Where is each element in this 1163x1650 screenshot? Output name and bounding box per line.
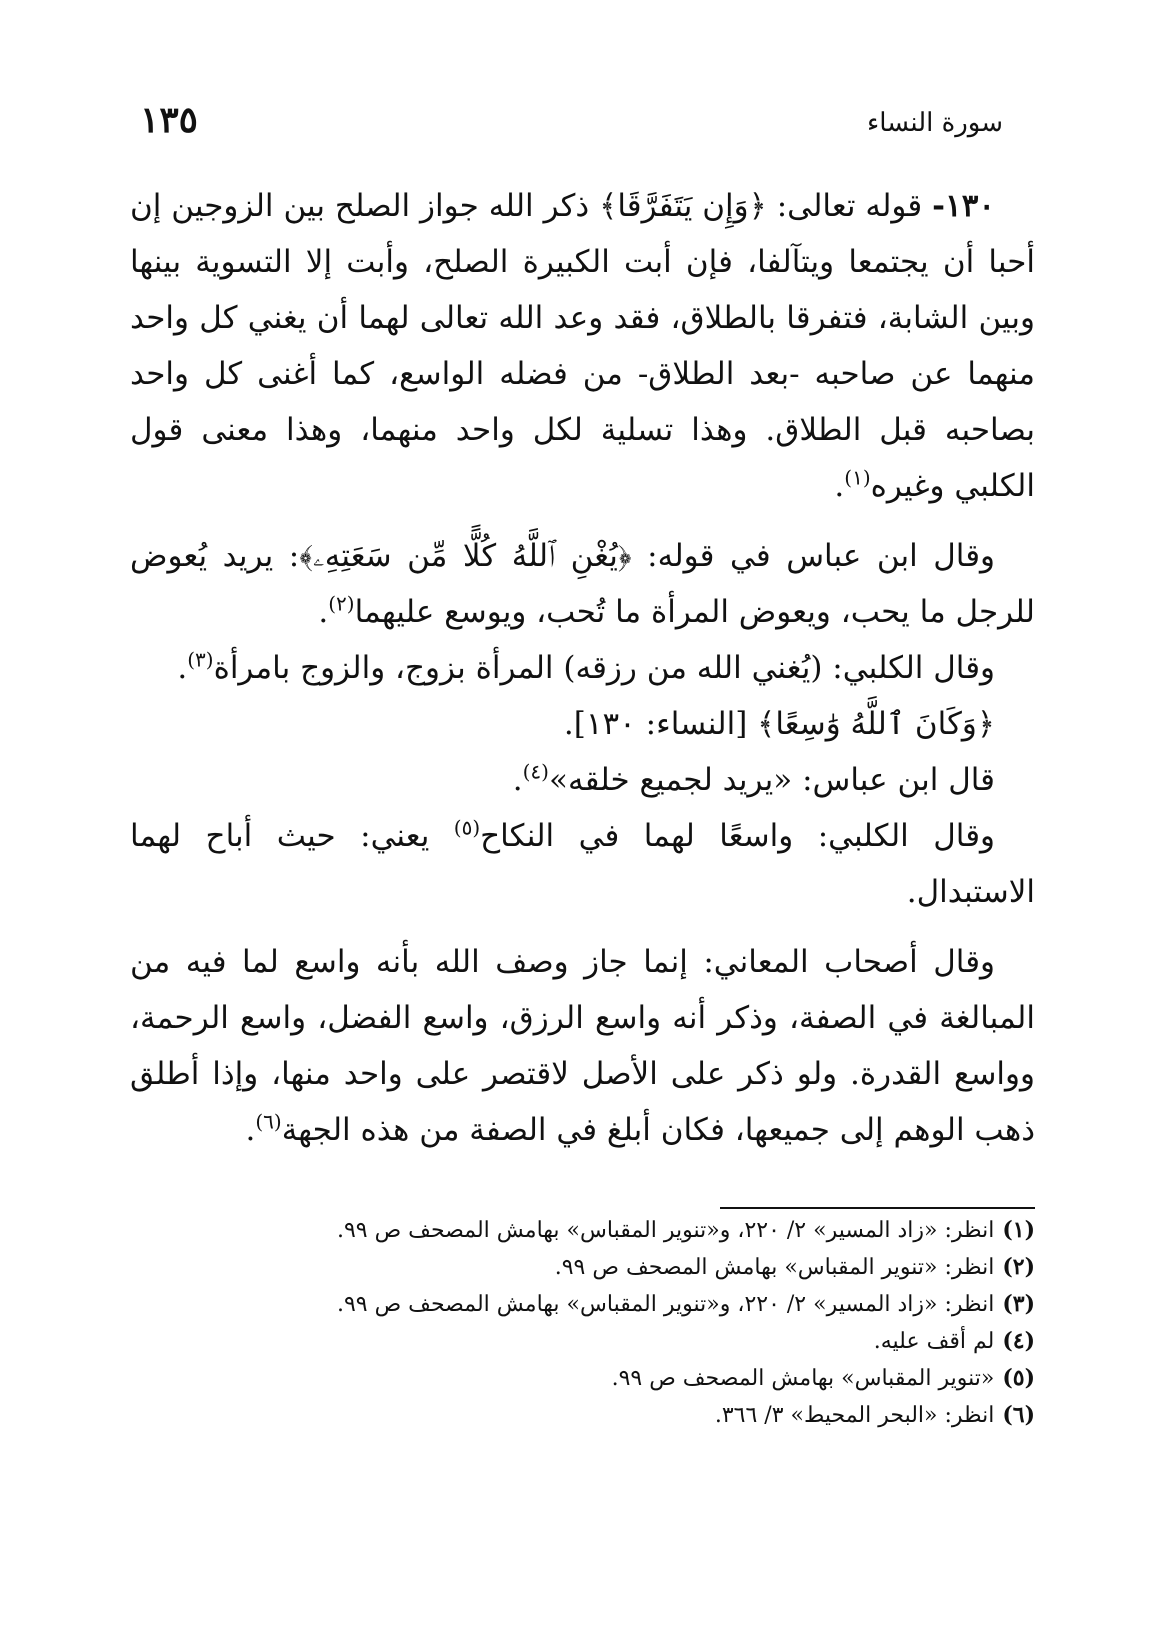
main-text — [130, 178, 1035, 1158]
footnote-ref-2: (٢) — [328, 591, 355, 616]
paragraph-6-text-a: وقال الكلبي: واسعًا لهما في النكاح — [480, 818, 995, 854]
paragraph-6-text-b: يعني: حيث أباح لهما الاستبدال. — [130, 818, 1035, 910]
footnote-ref-4: (٤) — [522, 759, 549, 784]
footnote-6 — [135, 1397, 1035, 1434]
footnote-4 — [135, 1323, 1035, 1360]
quran-verse-3: ﴿وَكَانَ ٱللَّهُ وَٰسِعًا﴾ — [757, 706, 995, 742]
paragraph-5-end: . — [512, 762, 523, 798]
paragraph-5 — [130, 752, 1035, 808]
footnote-number: (٢) — [1002, 1254, 1035, 1280]
paragraph-1 — [130, 178, 1035, 514]
paragraph-7-end: . — [245, 1112, 256, 1148]
paragraph-3 — [130, 640, 1035, 696]
paragraph-2-text-b: : يريد يُعوض للرجل ما يحب، ويعوض المرأة ما تُحب، ويوسع عليهما — [130, 538, 1035, 630]
paragraph-7 — [130, 934, 1035, 1158]
paragraph-1-text-b: ذكر الله جواز الصلح بين الزوجين إن أحبا أن يجتمعا ويتآلفا، فإن أبت الكبيرة الصلح، وأبت إلا التسوية بينها وبين الشابة، فتفرقا بالطلاق، فقد وعد الله تعالى لهما أن يغني كل واحد منهما عن صاحبه -بعد الطلاق- من فضله الواسع، كما أغنى كل واحد بصاحبه قبل الطلاق. وهذا تسلية لكل واحد منهما، وهذا معنى قول الكلبي وغيره — [130, 188, 1035, 504]
footnote-text: «تنوير المقباس» بهامش المصحف ص ٩٩. — [611, 1366, 995, 1391]
footnote-text: لم أقف عليه. — [873, 1329, 995, 1354]
paragraph-2-end: . — [318, 594, 329, 630]
paragraph-3-end: . — [177, 650, 188, 686]
footnote-2 — [135, 1249, 1035, 1286]
footnote-ref-3: (٣) — [187, 647, 214, 672]
entry-number: ١٣٠- — [932, 188, 995, 224]
quran-verse-2: ﴿يُغْنِ ٱللَّهُ كُلًّا مِّن سَعَتِهِۦ﴾ — [299, 538, 632, 574]
paragraph-4-text: [النساء: ١٣٠]. — [563, 706, 758, 742]
paragraph-4 — [130, 696, 1035, 752]
footnote-ref-5: (٥) — [453, 815, 481, 840]
paragraph-6 — [130, 808, 1035, 920]
footnote-1 — [135, 1212, 1035, 1249]
footnote-5 — [135, 1360, 1035, 1397]
paragraph-1-end: . — [834, 468, 845, 504]
footnote-number: (١) — [1002, 1217, 1035, 1243]
footnote-divider — [720, 1207, 1035, 1209]
footnote-ref-6: (٦) — [255, 1109, 282, 1134]
paragraph-1-text-a: قوله تعالى: — [766, 188, 933, 224]
footnote-number: (٦) — [1002, 1402, 1035, 1428]
footnote-text: انظر: «تنوير المقباس» بهامش المصحف ص ٩٩. — [554, 1255, 995, 1280]
surah-title: سورة النساء — [867, 108, 1003, 138]
paragraph-2-text-a: وقال ابن عباس في قوله: — [631, 538, 995, 574]
footnote-number: (٣) — [1002, 1291, 1035, 1317]
footnote-number: (٥) — [1002, 1365, 1035, 1391]
footnote-ref-1: (١) — [844, 465, 871, 490]
footnote-number: (٤) — [1002, 1328, 1035, 1354]
quran-verse-1: ﴿وَإِن يَتَفَرَّقَا﴾ — [599, 188, 767, 224]
paragraph-7-text: وقال أصحاب المعاني: إنما جاز وصف الله بأنه واسع لما فيه من المبالغة في الصفة، وذكر أنه واسع الرزق، واسع الفضل، واسع الرحمة، وواسع القدرة. ولو ذكر على الأصل لاقتصر على واحد منها، وإذا أطلق ذهب الوهم إلى جميعها، فكان أبلغ في الصفة من هذه الجهة — [130, 944, 1035, 1148]
paragraph-3-text: وقال الكلبي: (يُغني الله من رزقه) المرأة بزوج، والزوج بامرأة — [213, 650, 995, 686]
footnote-3 — [135, 1286, 1035, 1323]
page-number: ١٣٥ — [140, 99, 199, 141]
footnote-text: انظر: «البحر المحيط» ٣/ ٣٦٦. — [714, 1403, 995, 1428]
paragraph-5-text: قال ابن عباس: «يريد لجميع خلقه» — [548, 762, 995, 798]
footnote-text: انظر: «زاد المسير» ٢/ ٢٢٠، و«تنوير المقباس» بهامش المصحف ص ٩٩. — [336, 1218, 995, 1243]
paragraph-2 — [130, 528, 1035, 640]
footnotes — [135, 1212, 1035, 1434]
footnote-text: انظر: «زاد المسير» ٢/ ٢٢٠، و«تنوير المقباس» بهامش المصحف ص ٩٩. — [336, 1292, 995, 1317]
